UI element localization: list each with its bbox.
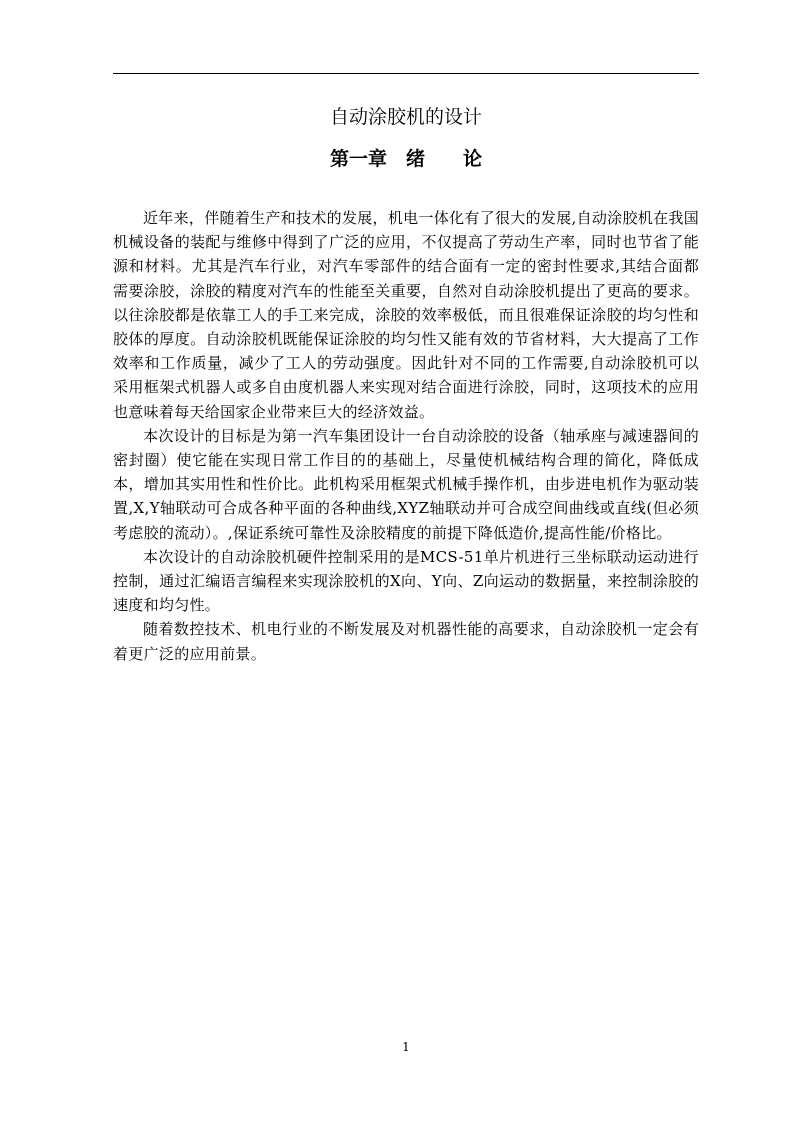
paragraph-2: 本次设计的目标是为第一汽车集团设计一台自动涂胶的设备（轴承座与减速器间的密封圈）使它能在实现日常工作目的的基础上，尽量使机械结构合理的简化，降低成本，增加其实用性和性价比。此机构采用框架式机械手操作机，由步进电机作为驱动装置,X,Y轴联动可合成各种平面的各种曲线,XYZ轴联动并可合成空间曲线或直线(但必须考虑胶的流动）。,保证系统可靠性及涂胶精度的前提下降低造价,提高性能/价格比。 xyxy=(113,426,699,542)
header-rule xyxy=(113,73,699,74)
document-title: 自动涂胶机的设计 xyxy=(329,106,482,128)
chapter-heading: 第一章 绪 论 xyxy=(329,148,482,170)
paragraph-4: 随着数控技术、机电行业的不断发展及对机器性能的高要求，自动涂胶机一定会有着更广泛的应用前景。 xyxy=(113,620,699,663)
page-number: 1 xyxy=(402,1040,410,1054)
body-text xyxy=(113,206,699,666)
paragraph-3: 本次设计的自动涂胶机硬件控制采用的是MCS-51单片机进行三坐标联动运动进行控制，通过汇编语言编程来实现涂胶机的X向、Y向、Z向运动的数据量，来控制涂胶的速度和均匀性。 xyxy=(113,547,699,615)
paragraph-1: 近年来，伴随着生产和技术的发展，机电一体化有了很大的发展,自动涂胶机在我国机械设备的装配与维修中得到了广泛的应用，不仅提高了劳动生产率，同时也节省了能源和材料。尤其是汽车行业，对汽车零部件的结合面有一定的密封性要求,其结合面都需要涂胶，涂胶的精度对汽车的性能至关重要，自然对自动涂胶机提出了更高的要求。以往涂胶都是依靠工人的手工来完成，涂胶的效率极低，而且很难保证涂胶的均匀性和胶体的厚度。自动涂胶机既能保证涂胶的均匀性又能有效的节省材料，大大提高了工作效率和工作质量，减少了工人的劳动强度。因此针对不同的工作需要,自动涂胶机可以采用框架式机器人或多自由度机器人来实现对结合面进行涂胶，同时，这项技术的应用也意味着每天给国家企业带来巨大的经济效益。 xyxy=(113,209,699,421)
